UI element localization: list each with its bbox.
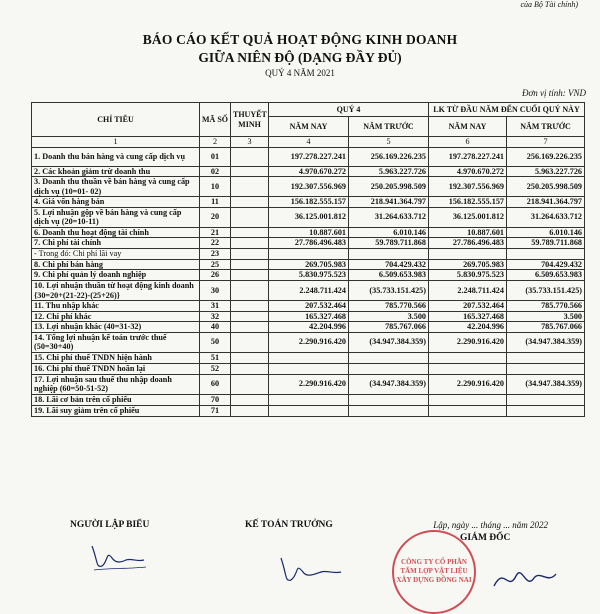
header-thuyet-minh: THUYẾT MINH: [231, 103, 269, 137]
row-lk-prev: 59.789.711.868: [507, 238, 585, 249]
row-q-prev: 785.767.066: [349, 322, 429, 333]
table-row: [32, 322, 585, 333]
row-label: 16. Chi phí thuế TNDN hoãn lại: [32, 363, 200, 374]
table-row: [32, 311, 585, 322]
date-line: Lập, ngày ... tháng ... năm 2022: [433, 520, 548, 530]
row-code: 51: [200, 352, 231, 363]
row-label: 11. Thu nhập khác: [32, 301, 200, 312]
row-q-now: 36.125.001.812: [269, 207, 349, 227]
row-note: [231, 394, 269, 405]
row-label: 13. Lợi nhuận khác (40=31-32): [32, 322, 200, 333]
company-stamp: [392, 530, 476, 614]
preparer-title: NGƯỜI LẬP BIỂU: [70, 520, 150, 530]
row-lk-prev: 6.509.653.983: [507, 270, 585, 281]
header-lk-nam-nay: NĂM NAY: [429, 117, 507, 137]
row-q-prev: [349, 394, 429, 405]
header-q-nam-nay: NĂM NAY: [269, 117, 349, 137]
row-q-now: 192.307.556.969: [269, 177, 349, 197]
row-note: [231, 270, 269, 281]
row-q-prev: 256.169.226.235: [349, 147, 429, 166]
row-code: 32: [200, 311, 231, 322]
table-row: [32, 248, 585, 259]
row-q-prev: 785.770.566: [349, 301, 429, 312]
row-lk-now: 42.204.996: [429, 322, 507, 333]
row-q-now: 5.830.975.523: [269, 270, 349, 281]
row-code: 40: [200, 322, 231, 333]
table-row: [32, 281, 585, 301]
row-lk-now: 207.532.464: [429, 301, 507, 312]
row-lk-now: 10.887.601: [429, 227, 507, 238]
row-lk-prev: (34.947.384.359): [507, 332, 585, 352]
row-note: [231, 248, 269, 259]
preparer-signature: [88, 542, 148, 572]
header-q-nam-truoc: NĂM TRƯỚC: [349, 117, 429, 137]
row-lk-now: [429, 394, 507, 405]
row-q-now: 27.786.496.483: [269, 238, 349, 249]
row-note: [231, 322, 269, 333]
row-note: [231, 311, 269, 322]
header-chi-tieu: CHỈ TIÊU: [32, 103, 200, 137]
table-row: [32, 270, 585, 281]
row-code: 02: [200, 166, 231, 177]
row-q-prev: [349, 363, 429, 374]
index-cell: 7: [507, 137, 585, 148]
row-q-now: 165.327.468: [269, 311, 349, 322]
row-q-prev: [349, 352, 429, 363]
row-lk-prev: 256.169.226.235: [507, 147, 585, 166]
row-q-now: [269, 248, 349, 259]
index-cell: 1: [32, 137, 200, 148]
row-q-now: 2.290.916.420: [269, 374, 349, 394]
row-lk-now: 2.248.711.424: [429, 281, 507, 301]
row-label: 9. Chi phí quản lý doanh nghiệp: [32, 270, 200, 281]
header-ma-so: MÃ SỐ: [200, 103, 231, 137]
row-lk-prev: [507, 394, 585, 405]
row-q-prev: [349, 248, 429, 259]
row-code: 10: [200, 177, 231, 197]
row-lk-now: 27.786.496.483: [429, 238, 507, 249]
row-lk-prev: 785.770.566: [507, 301, 585, 312]
index-cell: 2: [200, 137, 231, 148]
row-label: 1. Doanh thu bán hàng và cung cấp dịch vụ: [32, 147, 200, 166]
row-lk-now: [429, 363, 507, 374]
row-lk-now: [429, 405, 507, 416]
row-label: 15. Chi phí thuế TNDN hiện hành: [32, 352, 200, 363]
row-lk-prev: (34.947.384.359): [507, 374, 585, 394]
header-luy-ke: LK TỪ ĐẦU NĂM ĐẾN CUỐI QUÝ NÀY: [429, 103, 585, 117]
row-q-now: [269, 405, 349, 416]
row-lk-prev: 3.500: [507, 311, 585, 322]
row-lk-prev: [507, 363, 585, 374]
header-lk-nam-truoc: NĂM TRƯỚC: [507, 117, 585, 137]
row-lk-prev: 250.205.998.509: [507, 177, 585, 197]
row-lk-prev: [507, 248, 585, 259]
row-label: 8. Chi phí bán hàng: [32, 259, 200, 270]
director-signature: [490, 556, 560, 596]
table-row: [32, 207, 585, 227]
row-note: [231, 166, 269, 177]
accountant-signature: [275, 552, 345, 586]
row-code: 01: [200, 147, 231, 166]
index-cell: 3: [231, 137, 269, 148]
top-note: của Bộ Tài chính): [520, 0, 578, 9]
row-note: [231, 363, 269, 374]
row-lk-prev: 6.010.146: [507, 227, 585, 238]
row-lk-prev: 218.941.364.797: [507, 197, 585, 208]
row-code: 21: [200, 227, 231, 238]
row-q-now: [269, 352, 349, 363]
table-row: [32, 227, 585, 238]
row-label: 4. Giá vốn hàng bán: [32, 197, 200, 208]
income-statement-table: [31, 102, 585, 417]
row-q-prev: (34.947.384.359): [349, 374, 429, 394]
table-row: [32, 301, 585, 312]
table-row: [32, 166, 585, 177]
row-code: 20: [200, 207, 231, 227]
table-row: [32, 374, 585, 394]
director-title: GIÁM ĐỐC: [460, 533, 511, 543]
row-q-prev: 6.010.146: [349, 227, 429, 238]
row-label: 5. Lợi nhuận gộp về bán hàng và cung cấp dịch vụ (20=10-11): [32, 207, 200, 227]
row-lk-prev: 785.767.066: [507, 322, 585, 333]
row-q-prev: [349, 405, 429, 416]
row-note: [231, 227, 269, 238]
table-row: [32, 147, 585, 166]
table-row: [32, 197, 585, 208]
stamp-text: CÔNG TY CỔ PHẦN TẤM LỢP VẬT LIỆU XÂY DỰNG ĐỒNG NAI: [396, 558, 472, 584]
row-lk-now: 192.307.556.969: [429, 177, 507, 197]
table-row: [32, 405, 585, 416]
table-row: [32, 177, 585, 197]
row-q-now: 4.970.670.272: [269, 166, 349, 177]
chief-accountant-title: KẾ TOÁN TRƯỞNG: [245, 520, 333, 530]
row-lk-prev: [507, 352, 585, 363]
row-code: 25: [200, 259, 231, 270]
row-q-prev: 31.264.633.712: [349, 207, 429, 227]
row-q-now: [269, 394, 349, 405]
row-code: 22: [200, 238, 231, 249]
row-code: 31: [200, 301, 231, 312]
row-q-now: 156.182.555.157: [269, 197, 349, 208]
row-lk-prev: (35.733.151.425): [507, 281, 585, 301]
row-code: 71: [200, 405, 231, 416]
row-lk-prev: 704.429.432: [507, 259, 585, 270]
row-note: [231, 207, 269, 227]
row-code: 30: [200, 281, 231, 301]
table-row: [32, 352, 585, 363]
currency-unit: Đơn vị tính: VND: [521, 88, 586, 98]
row-q-prev: 6.509.653.983: [349, 270, 429, 281]
row-q-prev: 5.963.227.726: [349, 166, 429, 177]
row-lk-now: 156.182.555.157: [429, 197, 507, 208]
row-lk-now: 197.278.227.241: [429, 147, 507, 166]
row-label: 12. Chi phí khác: [32, 311, 200, 322]
row-lk-now: 5.830.975.523: [429, 270, 507, 281]
row-q-now: 207.532.464: [269, 301, 349, 312]
row-note: [231, 374, 269, 394]
row-q-now: 10.887.601: [269, 227, 349, 238]
row-q-prev: 59.789.711.868: [349, 238, 429, 249]
row-lk-now: [429, 248, 507, 259]
row-label: 19. Lãi suy giảm trên cổ phiếu: [32, 405, 200, 416]
row-q-prev: 704.429.432: [349, 259, 429, 270]
row-code: 60: [200, 374, 231, 394]
row-q-now: 2.248.711.424: [269, 281, 349, 301]
row-lk-now: 4.970.670.272: [429, 166, 507, 177]
row-lk-now: 36.125.001.812: [429, 207, 507, 227]
row-code: 11: [200, 197, 231, 208]
table-row: [32, 363, 585, 374]
table-row: [32, 332, 585, 352]
row-label: - Trong đó: Chi phí lãi vay: [32, 248, 200, 259]
report-subtitle: GIỮA NIÊN ĐỘ (DẠNG ĐẦY ĐỦ): [198, 50, 402, 65]
row-q-now: 2.290.916.420: [269, 332, 349, 352]
index-cell: 6: [429, 137, 507, 148]
row-code: 26: [200, 270, 231, 281]
row-q-now: 197.278.227.241: [269, 147, 349, 166]
row-q-now: 42.204.996: [269, 322, 349, 333]
row-q-prev: 218.941.364.797: [349, 197, 429, 208]
row-lk-now: [429, 352, 507, 363]
row-note: [231, 147, 269, 166]
row-q-prev: (35.733.151.425): [349, 281, 429, 301]
report-period: QUÝ 4 NĂM 2021: [265, 68, 335, 78]
row-code: 50: [200, 332, 231, 352]
row-label: 10. Lợi nhuận thuần từ hoạt động kinh doanh {30=20+(21-22)-(25+26)}: [32, 281, 200, 301]
index-cell: 4: [269, 137, 349, 148]
table-row: [32, 394, 585, 405]
index-cell: 5: [349, 137, 429, 148]
column-index-row: [32, 137, 585, 148]
table-row: [32, 259, 585, 270]
row-lk-prev: [507, 405, 585, 416]
row-code: 70: [200, 394, 231, 405]
row-code: 52: [200, 363, 231, 374]
table-row: [32, 238, 585, 249]
row-note: [231, 352, 269, 363]
row-lk-now: 269.705.983: [429, 259, 507, 270]
row-note: [231, 301, 269, 312]
row-note: [231, 332, 269, 352]
row-label: 2. Các khoản giảm trừ doanh thu: [32, 166, 200, 177]
row-label: 6. Doanh thu hoạt động tài chính: [32, 227, 200, 238]
row-q-prev: 3.500: [349, 311, 429, 322]
row-lk-now: 2.290.916.420: [429, 374, 507, 394]
header-quy4: QUÝ 4: [269, 103, 429, 117]
row-lk-now: 2.290.916.420: [429, 332, 507, 352]
row-label: 17. Lợi nhuận sau thuế thu nhập doanh nghiệp (60=50-51-52): [32, 374, 200, 394]
row-q-prev: 250.205.998.509: [349, 177, 429, 197]
row-label: 7. Chi phí tài chính: [32, 238, 200, 249]
row-label: 3. Doanh thu thuần về bán hàng và cung cấp dịch vụ (10=01- 02): [32, 177, 200, 197]
row-code: 23: [200, 248, 231, 259]
row-label: 14. Tổng lợi nhuận kế toán trước thuế (50=30+40): [32, 332, 200, 352]
row-note: [231, 177, 269, 197]
row-note: [231, 405, 269, 416]
row-lk-now: 165.327.468: [429, 311, 507, 322]
row-q-now: [269, 363, 349, 374]
row-lk-prev: 31.264.633.712: [507, 207, 585, 227]
row-q-now: 269.705.983: [269, 259, 349, 270]
row-label: 18. Lãi cơ bản trên cổ phiếu: [32, 394, 200, 405]
report-title: BÁO CÁO KẾT QUẢ HOẠT ĐỘNG KINH DOANH: [142, 32, 458, 47]
row-lk-prev: 5.963.227.726: [507, 166, 585, 177]
row-q-prev: (34.947.384.359): [349, 332, 429, 352]
row-note: [231, 281, 269, 301]
row-note: [231, 238, 269, 249]
row-note: [231, 197, 269, 208]
row-note: [231, 259, 269, 270]
